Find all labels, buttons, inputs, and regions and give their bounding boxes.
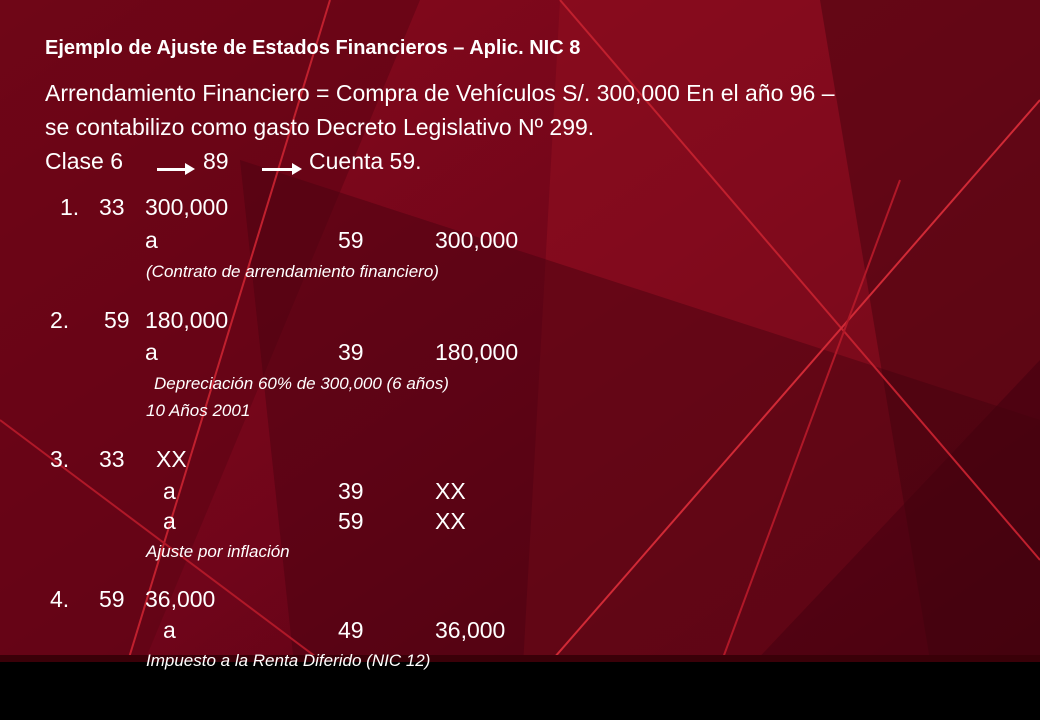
credit-account: 39 bbox=[338, 478, 364, 504]
credit-amount: 300,000 bbox=[435, 227, 519, 253]
credit-account: 59 bbox=[338, 227, 364, 253]
debit-account: 33 bbox=[99, 446, 125, 472]
entry-note: Ajuste por inflación bbox=[146, 542, 290, 561]
credit-amount: XX bbox=[435, 478, 466, 504]
arrow-right-icon bbox=[262, 168, 294, 171]
credit-amount: XX bbox=[435, 508, 466, 534]
intro-clase: Clase 6 bbox=[45, 148, 123, 174]
credit-amount: 36,000 bbox=[435, 617, 506, 643]
credit-connector: a bbox=[163, 508, 176, 534]
credit-account: 49 bbox=[338, 617, 364, 643]
intro-num: 89 bbox=[203, 148, 229, 174]
debit-account: 59 bbox=[99, 586, 125, 612]
debit-amount: 36,000 bbox=[145, 586, 216, 612]
entry-note: Depreciación 60% de 300,000 (6 años) bbox=[154, 374, 449, 393]
entry-note: Impuesto a la Renta Diferido (NIC 12) bbox=[146, 651, 431, 670]
credit-connector: a bbox=[163, 617, 176, 643]
entry-note: 10 Años 2001 bbox=[146, 401, 251, 420]
credit-account: 39 bbox=[338, 339, 364, 365]
slide-title: Ejemplo de Ajuste de Estados Financieros – Aplic. NIC 8 bbox=[45, 37, 581, 59]
arrow-right-icon bbox=[157, 168, 187, 171]
credit-amount: 180,000 bbox=[435, 339, 519, 365]
entry-number: 4. bbox=[50, 586, 70, 612]
entry-number: 3. bbox=[50, 446, 70, 472]
entry-number: 2. bbox=[50, 307, 70, 333]
debit-account: 59 bbox=[104, 307, 130, 333]
debit-amount: 180,000 bbox=[145, 307, 229, 333]
entry-number: 1. bbox=[60, 194, 80, 220]
credit-connector: a bbox=[145, 227, 158, 253]
debit-amount: 300,000 bbox=[145, 194, 229, 220]
entry-note: (Contrato de arrendamiento financiero) bbox=[146, 262, 439, 281]
credit-connector: a bbox=[145, 339, 158, 365]
debit-amount: XX bbox=[156, 446, 187, 472]
intro-line-1: Arrendamiento Financiero = Compra de Vehículos S/. 300,000 En el año 96 – bbox=[45, 80, 835, 106]
credit-account: 59 bbox=[338, 508, 364, 534]
intro-line-2: se contabilizo como gasto Decreto Legislativo Nº 299. bbox=[45, 114, 595, 140]
intro-cuenta: Cuenta 59. bbox=[309, 148, 422, 174]
debit-account: 33 bbox=[99, 194, 125, 220]
credit-connector: a bbox=[163, 478, 176, 504]
